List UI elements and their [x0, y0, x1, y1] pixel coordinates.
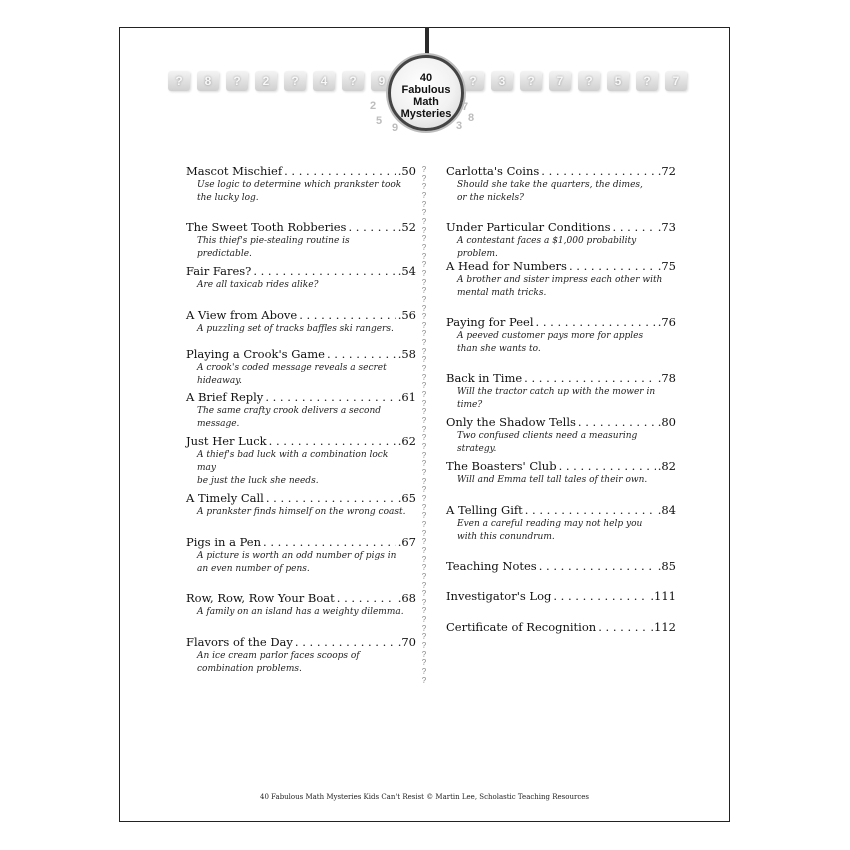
strip-tile: 2 — [255, 71, 277, 91]
divider-glyph: ? — [421, 563, 427, 573]
toc-page-number: .82 — [657, 459, 676, 473]
toc-entry — [186, 347, 416, 388]
toc-leader-dots — [569, 259, 656, 274]
strip-tile: ? — [168, 71, 190, 91]
toc-entry — [186, 434, 416, 488]
divider-glyph: ? — [421, 251, 427, 261]
toc-entry — [186, 220, 416, 261]
toc-page-number: .58 — [397, 347, 416, 361]
toc-entry-description: Even a careful reading may not help you — [457, 519, 643, 529]
toc-entry-description: The same crafty crook delivers a second message. — [197, 406, 382, 429]
toc-page-number: .112 — [650, 620, 676, 634]
toc-entry — [186, 635, 416, 676]
divider-glyph: ? — [421, 277, 427, 287]
toc-entry-line — [446, 259, 676, 274]
toc-page-number: .84 — [657, 503, 676, 517]
toc-entry-description: the lucky log. — [197, 193, 259, 203]
toc-leader-dots — [553, 589, 648, 604]
strip-tile: ? — [520, 71, 542, 91]
strip-tile: 3 — [491, 71, 513, 91]
toc-entry-title: The Sweet Tooth Robberies — [186, 220, 347, 234]
toc-entry-description: Are all taxicab rides alike? — [197, 280, 319, 290]
divider-glyph: ? — [421, 329, 427, 339]
toc-entry-title: Pigs in a Pen — [186, 535, 262, 549]
toc-entry — [446, 415, 676, 456]
toc-page-number: .56 — [397, 308, 416, 322]
divider-glyph: ? — [421, 528, 427, 538]
toc-entry-title: A Head for Numbers — [446, 259, 567, 273]
toc-entry-title: A Timely Call — [186, 491, 264, 505]
toc-entry — [446, 620, 676, 635]
toc-entry-description: Should she take the quarters, the dimes, — [457, 180, 643, 190]
toc-entry-description: or the nickels? — [457, 193, 524, 203]
toc-entry-title: Paying for Peel — [446, 315, 534, 329]
toc-entry-description: A peeved customer pays more for apples — [457, 331, 644, 341]
divider-glyph: ? — [421, 433, 427, 443]
emblem-number: 2 — [370, 100, 377, 112]
divider-glyph: ? — [421, 442, 427, 451]
divider-glyph: ? — [421, 632, 427, 642]
divider-glyph: ? — [421, 398, 427, 408]
toc-page-number: .78 — [657, 371, 676, 385]
emblem-title: 40 Fabulous Math Mysteries — [400, 72, 452, 120]
toc-entry-title: The Boasters' Club — [446, 459, 557, 473]
divider-glyph: ? — [421, 485, 427, 495]
divider-glyph: ? — [421, 511, 427, 521]
toc-entry — [186, 164, 416, 205]
toc-entry-line — [446, 164, 676, 179]
divider-glyph: ? — [421, 364, 427, 374]
toc-entry-title: Playing a Crook's Game — [186, 347, 325, 361]
toc-entry-description: Will the tractor catch up with the mower in time? — [457, 387, 656, 410]
page-footer: 40 Fabulous Math Mysteries Kids Can't Resist © Martin Lee, Scholastic Teaching Resources — [260, 793, 589, 801]
toc-entry — [446, 589, 676, 604]
toc-entry-description: A prankster finds himself on the wrong coast. — [197, 507, 406, 517]
toc-entry-title: Under Particular Conditions — [446, 220, 611, 234]
toc-entry-title: Fair Fares? — [186, 264, 252, 278]
toc-entry-title: Row, Row, Row Your Boat — [186, 591, 335, 605]
toc-page-number: .52 — [397, 220, 416, 234]
toc-page-number: .85 — [657, 559, 676, 573]
toc-page-number: .70 — [397, 635, 416, 649]
toc-entry-description: be just the luck she needs. — [197, 476, 319, 486]
toc-entry — [186, 264, 416, 292]
divider-glyph: ? — [421, 424, 427, 434]
divider-glyph: ? — [421, 173, 427, 183]
toc-entry-line — [446, 620, 676, 635]
divider-glyph: ? — [421, 225, 427, 235]
toc-entry-line — [186, 635, 416, 650]
toc-entry-title: Investigator's Log — [446, 589, 552, 603]
toc-entry-line — [446, 315, 676, 330]
toc-entry-description: Use logic to determine which prankster took — [197, 180, 402, 190]
toc-page-number: .111 — [650, 589, 676, 603]
toc-leader-dots — [263, 535, 396, 550]
toc-entry-title: A Telling Gift — [446, 503, 523, 517]
toc-entry-description: A puzzling set of tracks baffles ski rangers. — [197, 324, 394, 334]
divider-glyph: ? — [421, 502, 427, 512]
toc-entry — [446, 459, 676, 487]
toc-leader-dots — [539, 559, 656, 574]
toc-entry-title: Certificate of Recognition — [446, 620, 597, 634]
strip-tile: 7 — [665, 71, 687, 91]
emblem-number: 3 — [456, 120, 463, 132]
divider-glyph: ? — [421, 459, 427, 469]
divider-glyph: ? — [421, 658, 427, 668]
toc-entry-description: A contestant faces a $1,000 probability problem. — [457, 236, 637, 259]
divider-glyph: ? — [421, 338, 427, 348]
divider-glyph: ? — [421, 554, 427, 564]
toc-leader-dots — [348, 220, 395, 235]
toc-entry-line — [446, 415, 676, 430]
toc-page-number: .62 — [397, 434, 416, 448]
divider-glyph: ? — [421, 519, 427, 529]
divider-glyph: ? — [421, 649, 427, 659]
toc-entry-description: an even number of pens. — [197, 564, 310, 574]
strip-tile: ? — [342, 71, 364, 91]
toc-entry-title: Flavors of the Day — [186, 635, 293, 649]
toc-entry-line — [186, 220, 416, 235]
toc-entry — [446, 164, 676, 205]
divider-glyph: ? — [421, 294, 427, 304]
divider-glyph: ? — [421, 312, 427, 322]
divider-glyph: ? — [421, 190, 427, 200]
toc-entry-line — [446, 559, 676, 574]
divider-glyph: ? — [421, 589, 427, 599]
toc-entry-description: A crook's coded message reveals a secret hideaway. — [197, 363, 387, 386]
toc-leader-dots — [269, 434, 396, 449]
toc-entry-title: Teaching Notes — [446, 559, 537, 573]
strip-tile: 9 — [371, 71, 393, 91]
toc-leader-dots — [559, 459, 656, 474]
divider-glyph: ? — [421, 234, 427, 244]
toc-entry — [446, 220, 676, 261]
toc-leader-dots — [266, 491, 396, 506]
toc-entry-line — [186, 264, 416, 279]
toc-entry-title: Carlotta's Coins — [446, 164, 540, 178]
toc-entry-description: than she wants to. — [457, 344, 541, 354]
divider-glyph: ? — [421, 346, 427, 356]
strip-tile: ? — [226, 71, 248, 91]
toc-page-number: .61 — [397, 390, 416, 404]
divider-glyph: ? — [421, 416, 427, 426]
toc-page-number: .67 — [397, 535, 416, 549]
emblem-number: 7 — [462, 101, 469, 113]
toc-page-number: .76 — [657, 315, 676, 329]
toc-entry-line — [186, 390, 416, 405]
toc-page-number: .50 — [397, 164, 416, 178]
toc-leader-dots — [295, 635, 396, 650]
divider-glyph: ? — [421, 390, 427, 400]
toc-entry-line — [446, 503, 676, 518]
toc-entry — [186, 308, 416, 336]
toc-entry — [186, 591, 416, 619]
strip-tile: 8 — [197, 71, 219, 91]
divider-glyph: ? — [421, 208, 427, 218]
title-emblem — [388, 55, 464, 131]
toc-entry-description: A picture is worth an odd number of pigs in — [197, 551, 397, 561]
toc-entry — [446, 259, 676, 300]
toc-entry-line — [186, 591, 416, 606]
toc-entry-title: Only the Shadow Tells — [446, 415, 576, 429]
toc-page-number: .73 — [657, 220, 676, 234]
toc-entry-line — [446, 220, 676, 235]
toc-entry-title: Mascot Mischief — [186, 164, 283, 178]
toc-page-number: .65 — [397, 491, 416, 505]
emblem-number: 8 — [468, 112, 475, 124]
toc-page-number: .54 — [397, 264, 416, 278]
divider-glyph: ? — [421, 675, 427, 685]
divider-glyph: ? — [421, 537, 427, 547]
toc-entry-description: Will and Emma tell tall tales of their own. — [457, 475, 648, 485]
column-divider — [418, 166, 430, 685]
strip-tile: ? — [462, 71, 484, 91]
divider-glyph: ? — [421, 199, 427, 209]
toc-entry — [186, 491, 416, 519]
toc-entry-line — [186, 434, 416, 449]
toc-entry-line — [186, 164, 416, 179]
toc-entry — [186, 535, 416, 576]
divider-glyph: ? — [421, 182, 427, 192]
toc-leader-dots — [253, 264, 395, 279]
divider-glyph: ? — [421, 545, 427, 555]
toc-entry-line — [446, 459, 676, 474]
toc-leader-dots — [337, 591, 396, 606]
toc-entry-line — [446, 589, 676, 604]
toc-entry-description: with this conundrum. — [457, 532, 555, 542]
strip-tile: 5 — [607, 71, 629, 91]
divider-glyph: ? — [421, 320, 427, 330]
toc-entry-description: An ice cream parlor faces scoops of — [197, 651, 360, 661]
divider-glyph: ? — [421, 450, 427, 460]
strip-tile: ? — [284, 71, 306, 91]
toc-page-number: .80 — [657, 415, 676, 429]
toc-entry-line — [186, 535, 416, 550]
toc-leader-dots — [265, 390, 395, 405]
divider-glyph: ? — [421, 641, 427, 651]
toc-entry-description: A family on an island has a weighty dilemma. — [197, 607, 404, 617]
toc-page-number: .72 — [657, 164, 676, 178]
toc-leader-dots — [598, 620, 648, 635]
divider-glyph: ? — [421, 493, 427, 503]
toc-entry-description: Two confused clients need a measuring strategy. — [457, 431, 638, 454]
toc-entry-description: A brother and sister impress each other with — [457, 275, 663, 285]
divider-glyph: ? — [421, 606, 427, 616]
divider-glyph: ? — [421, 667, 427, 677]
toc-entry-title: A View from Above — [186, 308, 298, 322]
divider-glyph: ? — [421, 355, 427, 365]
divider-glyph: ? — [421, 268, 427, 278]
toc-entry — [446, 371, 676, 412]
divider-glyph: ? — [421, 242, 427, 252]
divider-glyph: ? — [421, 597, 427, 607]
toc-entry — [446, 315, 676, 356]
strip-tile: ? — [578, 71, 600, 91]
toc-entry-line — [186, 308, 416, 323]
divider-glyph: ? — [421, 372, 427, 382]
divider-glyph: ? — [421, 571, 427, 581]
toc-leader-dots — [524, 371, 656, 386]
strip-tile: 7 — [549, 71, 571, 91]
divider-glyph: ? — [421, 623, 427, 633]
toc-page-number: .68 — [397, 591, 416, 605]
divider-glyph: ? — [421, 467, 427, 477]
toc-entry-description: This thief's pie-stealing routine is predictable. — [197, 236, 350, 259]
toc-leader-dots — [541, 164, 655, 179]
divider-glyph: ? — [421, 303, 427, 313]
toc-entry-description: combination problems. — [197, 664, 302, 674]
divider-glyph: ? — [421, 286, 427, 296]
divider-glyph: ? — [421, 216, 427, 226]
toc-entry-title: A Brief Reply — [186, 390, 264, 404]
toc-leader-dots — [536, 315, 656, 330]
toc-leader-dots — [299, 308, 396, 323]
strip-tile: 4 — [313, 71, 335, 91]
toc-entry-description: A thief's bad luck with a combination lock may — [197, 450, 389, 473]
toc-entry — [446, 559, 676, 574]
toc-entry — [186, 390, 416, 431]
divider-glyph: ? — [421, 381, 427, 391]
toc-entry-line — [186, 491, 416, 506]
divider-glyph: ? — [421, 476, 427, 486]
toc-leader-dots — [578, 415, 656, 430]
emblem-number: 9 — [392, 122, 399, 134]
divider-glyph: ? — [421, 615, 427, 625]
toc-entry-description: mental math tricks. — [457, 288, 547, 298]
toc-page-number: .75 — [657, 259, 676, 273]
toc-entry-title: Just Her Luck — [186, 434, 267, 448]
toc-entry — [446, 503, 676, 544]
toc-entry-title: Back in Time — [446, 371, 523, 385]
toc-entry-line — [446, 371, 676, 386]
divider-glyph: ? — [421, 260, 427, 270]
toc-entry-line — [186, 347, 416, 362]
divider-glyph: ? — [421, 580, 427, 590]
toc-leader-dots — [525, 503, 656, 518]
strip-tile: ? — [636, 71, 658, 91]
toc-leader-dots — [327, 347, 396, 362]
toc-leader-dots — [284, 164, 396, 179]
divider-glyph: ? — [421, 165, 427, 174]
divider-glyph: ? — [421, 407, 427, 417]
emblem-number: 5 — [376, 115, 383, 127]
toc-leader-dots — [613, 220, 656, 235]
